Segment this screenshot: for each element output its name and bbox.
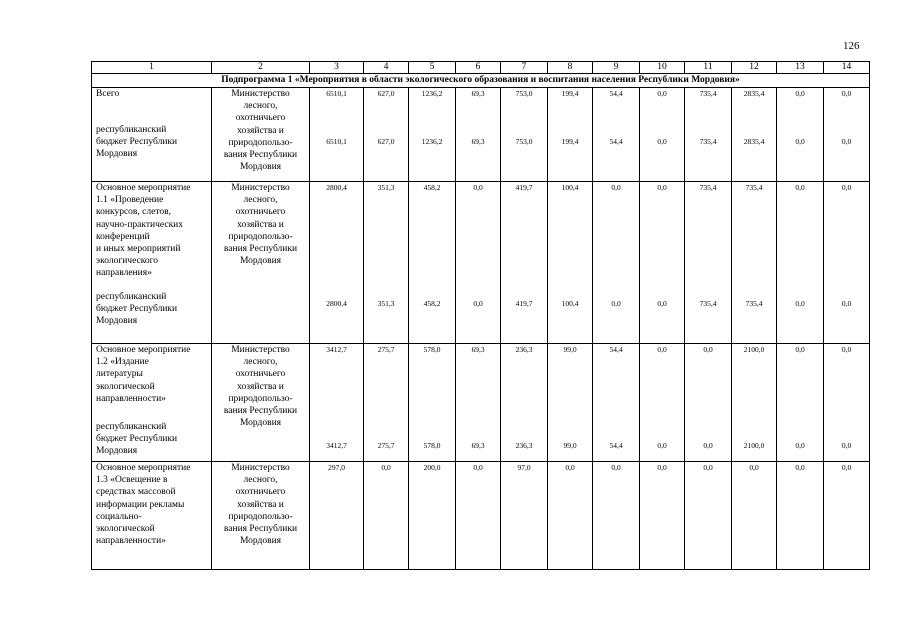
total-value: 735,4 [745, 183, 763, 192]
budget-value: 351,3 [377, 299, 395, 308]
budget-value: 69,3 [471, 441, 485, 450]
value-cell [593, 344, 640, 462]
activity-name-line: направленности» [96, 393, 166, 404]
activity-name-line: 1.3 «Освещение в [96, 475, 168, 486]
activity-name-line: направленности» [96, 536, 166, 547]
total-value: 297,0 [328, 463, 345, 472]
total-value: 0,0 [749, 463, 759, 472]
executor-line: природопользо- [228, 393, 293, 404]
budget-value: 0,0 [841, 299, 852, 308]
total-value: 69,3 [471, 345, 485, 354]
total-value: 1236,2 [421, 89, 443, 98]
value-cell [501, 88, 548, 182]
column-number: 12 [732, 62, 777, 74]
executor-line: Министерство [231, 345, 290, 355]
executor-cell [212, 344, 310, 462]
total-value: 0,0 [841, 183, 852, 192]
executor-line: хозяйства и [237, 219, 284, 230]
total-value: 3412,7 [326, 345, 347, 354]
value-cell [409, 182, 456, 344]
value-cell [824, 462, 870, 570]
subprogram-title: Подпрограмма 1 «Мероприятия в области экологического образования и воспитания населения Республики Мордовия» [92, 74, 870, 88]
budget-source-line: бюджет Республики [96, 304, 178, 315]
executor-line: вания Республики [223, 244, 298, 255]
value-cell [777, 88, 824, 182]
budget-value: 0,0 [841, 441, 852, 450]
activity-name-line: 1.2 «Издание [96, 357, 149, 368]
budget-value: 2835,4 [743, 137, 765, 146]
activity-name-line: Всего [96, 89, 120, 99]
value-cell [685, 182, 732, 344]
column-number: 6 [456, 62, 501, 74]
total-value: 0,0 [473, 183, 483, 192]
value-cell [640, 182, 685, 344]
budget-value: 0,0 [795, 137, 805, 146]
executor-line: лесного, [243, 195, 278, 206]
subprogram-row [92, 74, 870, 88]
executor-line: Мордовия [239, 536, 282, 547]
executor-line: лесного, [243, 357, 278, 368]
value-cell [364, 462, 409, 570]
total-value: 0,0 [841, 463, 852, 472]
executor-line: Министерство [231, 183, 290, 193]
budget-value: 99,0 [563, 441, 577, 450]
budget-value: 100,4 [561, 299, 579, 308]
column-number: 11 [685, 62, 732, 74]
value-cell [310, 88, 364, 182]
activity-name-line: конкурсов, слетов, [96, 207, 171, 218]
value-cell [777, 344, 824, 462]
budget-value: 199,4 [561, 137, 579, 146]
value-cell [593, 88, 640, 182]
activity-name-line: конференций [96, 231, 150, 242]
total-value: 735,4 [699, 183, 717, 192]
budget-source-line: республиканский [96, 422, 167, 432]
total-value: 0,0 [611, 183, 621, 192]
budget-value: 0,0 [657, 137, 667, 146]
column-number: 2 [212, 62, 310, 74]
activity-name-cell [92, 88, 212, 182]
total-value: 0,0 [795, 183, 805, 192]
executor-line: лесного, [243, 101, 278, 112]
budget-source-line: бюджет Республики [96, 434, 178, 445]
activity-name-line: научно-практических [96, 219, 184, 230]
executor-cell [212, 462, 310, 570]
total-value: 627,0 [377, 89, 395, 98]
total-value: 0,0 [703, 345, 713, 354]
activity-name-line: Основное мероприятие [96, 183, 191, 193]
executor-line: вания Республики [223, 406, 298, 417]
value-cell [364, 344, 409, 462]
total-value: 753,0 [515, 89, 533, 98]
executor-line: лесного, [243, 475, 278, 486]
total-value: 2800,4 [326, 183, 347, 192]
total-value: 99,0 [563, 345, 577, 354]
budget-value: 578,0 [423, 441, 441, 450]
budget-value: 0,0 [473, 299, 483, 308]
total-value: 0,0 [703, 463, 713, 472]
total-value: 100,4 [561, 183, 579, 192]
column-number: 7 [501, 62, 548, 74]
budget-value: 627,0 [377, 137, 395, 146]
value-cell [310, 182, 364, 344]
value-cell [732, 344, 777, 462]
budget-value: 54,4 [609, 137, 623, 146]
total-value: 419,7 [515, 183, 533, 192]
total-value: 2835,4 [743, 89, 765, 98]
value-cell [310, 462, 364, 570]
budget-source-line: Мордовия [96, 316, 138, 327]
column-number-row [92, 62, 870, 74]
financing-table [91, 61, 870, 570]
activity-name-line: 1.1 «Проведение [96, 195, 164, 206]
executor-line: хозяйства и [237, 381, 284, 392]
executor-line: охотничьего [235, 207, 286, 218]
column-number: 4 [364, 62, 409, 74]
value-cell [824, 88, 870, 182]
budget-source-line: Мордовия [96, 446, 138, 457]
value-cell [456, 182, 501, 344]
budget-value: 419,7 [515, 299, 533, 308]
value-cell [501, 344, 548, 462]
executor-line: Мордовия [239, 418, 282, 429]
value-cell [777, 182, 824, 344]
total-value: 236,3 [515, 345, 533, 354]
value-cell [640, 88, 685, 182]
activity-name-line: информации рекламы [96, 499, 185, 510]
column-number: 3 [310, 62, 364, 74]
executor-line: природопользо- [228, 511, 293, 522]
total-value: 735,4 [699, 89, 717, 98]
table-row [92, 344, 870, 462]
executor-cell [212, 88, 310, 182]
value-cell [777, 462, 824, 570]
budget-value: 2800,4 [326, 299, 347, 308]
total-value: 0,0 [841, 89, 852, 98]
value-cell [456, 462, 501, 570]
value-cell [593, 462, 640, 570]
value-cell [548, 88, 593, 182]
value-cell [685, 344, 732, 462]
executor-line: охотничьего [235, 487, 286, 498]
total-value: 351,3 [377, 183, 395, 192]
activity-name-line: направления» [96, 268, 152, 279]
total-value: 275,7 [377, 345, 395, 354]
total-value: 0,0 [657, 89, 667, 98]
value-cell [685, 88, 732, 182]
budget-value: 735,4 [745, 299, 763, 308]
total-value: 0,0 [657, 345, 667, 354]
budget-source-line: бюджет Республики [96, 137, 178, 148]
activity-name-line: социально- [96, 511, 142, 522]
budget-value: 0,0 [841, 137, 852, 146]
total-value: 0,0 [381, 463, 391, 472]
activity-name-line: литературы [96, 369, 143, 380]
total-value: 2100,0 [743, 345, 765, 354]
executor-line: природопользо- [228, 137, 293, 148]
total-value: 458,2 [423, 183, 441, 192]
column-number: 13 [777, 62, 824, 74]
executor-line: хозяйства и [237, 125, 284, 136]
value-cell [456, 88, 501, 182]
budget-value: 6510,1 [326, 137, 347, 146]
activity-name-cell [92, 344, 212, 462]
budget-source-line: республиканский [96, 125, 167, 135]
activity-name-line: Основное мероприятие [96, 345, 191, 355]
column-number: 8 [548, 62, 593, 74]
total-value: 0,0 [795, 345, 805, 354]
value-cell [548, 462, 593, 570]
activity-name-line: экологической [96, 524, 155, 535]
budget-value: 236,3 [515, 441, 533, 450]
budget-value: 0,0 [795, 441, 805, 450]
budget-value: 0,0 [795, 299, 805, 308]
budget-source-line: Мордовия [96, 149, 138, 160]
column-number: 1 [92, 62, 212, 74]
budget-value: 735,4 [699, 299, 717, 308]
table-row [92, 88, 870, 182]
budget-value: 0,0 [657, 299, 667, 308]
executor-line: Мордовия [239, 256, 282, 267]
column-number: 10 [640, 62, 685, 74]
total-value: 200,0 [423, 463, 441, 472]
value-cell [685, 462, 732, 570]
total-value: 0,0 [611, 463, 621, 472]
value-cell [501, 182, 548, 344]
total-value: 0,0 [795, 89, 805, 98]
budget-value: 3412,7 [326, 441, 347, 450]
activity-name-line: экологической [96, 381, 155, 392]
value-cell [409, 88, 456, 182]
value-cell [824, 344, 870, 462]
value-cell [409, 344, 456, 462]
value-cell [732, 182, 777, 344]
budget-source-line: республиканский [96, 292, 167, 302]
executor-line: охотничьего [235, 369, 286, 380]
total-value: 69,3 [471, 89, 485, 98]
value-cell [310, 344, 364, 462]
table-row [92, 462, 870, 570]
executor-line: вания Республики [223, 150, 298, 161]
total-value: 0,0 [565, 463, 575, 472]
activity-name-line: Основное мероприятие [96, 463, 191, 473]
value-cell [501, 462, 548, 570]
value-cell [732, 88, 777, 182]
column-number: 5 [409, 62, 456, 74]
value-cell [640, 344, 685, 462]
activity-name-line: и иных мероприятий [96, 244, 181, 255]
value-cell [640, 462, 685, 570]
total-value: 0,0 [657, 183, 667, 192]
executor-cell [212, 182, 310, 344]
column-number: 14 [824, 62, 870, 74]
executor-line: Министерство [231, 89, 290, 99]
executor-line: вания Республики [223, 524, 298, 535]
value-cell [548, 344, 593, 462]
value-cell [548, 182, 593, 344]
budget-value: 54,4 [609, 441, 623, 450]
value-cell [364, 88, 409, 182]
budget-value: 735,4 [699, 137, 717, 146]
total-value: 0,0 [657, 463, 667, 472]
value-cell [456, 344, 501, 462]
value-cell [732, 462, 777, 570]
budget-value: 458,2 [423, 299, 441, 308]
total-value: 0,0 [473, 463, 483, 472]
budget-value: 1236,2 [421, 137, 443, 146]
total-value: 199,4 [561, 89, 579, 98]
table-row [92, 182, 870, 344]
value-cell [824, 182, 870, 344]
activity-name-cell [92, 182, 212, 344]
budget-value: 753,0 [515, 137, 533, 146]
activity-name-line: средствах массовой [96, 487, 176, 498]
activity-name-cell [92, 462, 212, 570]
total-value: 97,0 [517, 463, 531, 472]
budget-value: 275,7 [377, 441, 395, 450]
executor-line: природопользо- [228, 231, 293, 242]
budget-value: 0,0 [611, 299, 621, 308]
total-value: 578,0 [423, 345, 441, 354]
executor-line: Мордовия [239, 162, 282, 173]
total-value: 0,0 [841, 345, 852, 354]
budget-value: 0,0 [703, 441, 713, 450]
value-cell [364, 182, 409, 344]
value-cell [593, 182, 640, 344]
total-value: 0,0 [795, 463, 805, 472]
executor-line: охотничьего [235, 113, 286, 124]
value-cell [409, 462, 456, 570]
total-value: 54,4 [609, 345, 623, 354]
executor-line: хозяйства и [237, 499, 284, 510]
budget-value: 0,0 [657, 441, 667, 450]
total-value: 6510,1 [326, 89, 347, 98]
budget-value: 69,3 [471, 137, 485, 146]
budget-value: 2100,0 [743, 441, 765, 450]
total-value: 54,4 [609, 89, 623, 98]
activity-name-line: экологического [96, 256, 159, 267]
executor-line: Министерство [231, 463, 290, 473]
page-number: 126 [843, 40, 860, 52]
column-number: 9 [593, 62, 640, 74]
